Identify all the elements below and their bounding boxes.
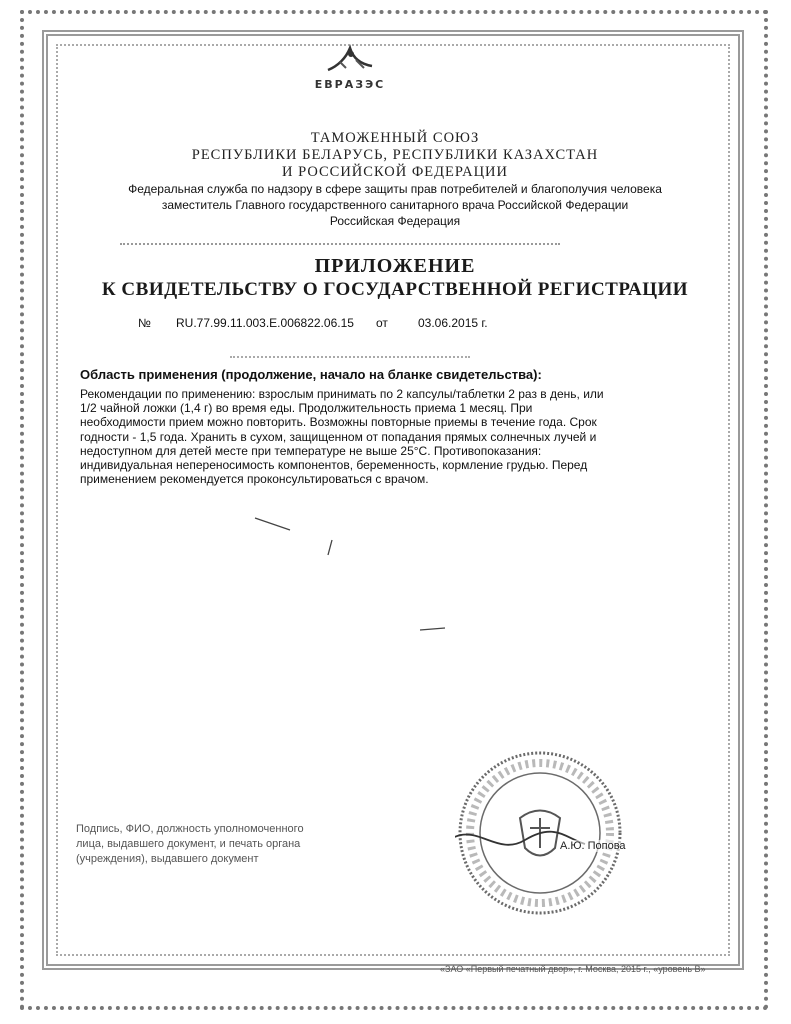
agency-line: Федеральная служба по надзору в сфере защиты прав потребителей и благополучия человека — [128, 182, 662, 196]
signatory-name: А.Ю. Попова — [560, 840, 626, 852]
logo — [300, 40, 400, 100]
document-header — [70, 130, 720, 229]
union-line: И РОССИЙСКОЙ ФЕДЕРАЦИИ — [282, 164, 508, 180]
union-line: РЕСПУБЛИКИ БЕЛАРУСЬ, РЕСПУБЛИКИ КАЗАХСТАН — [191, 147, 599, 163]
caption-line: Подпись, ФИО, должность уполномоченного — [76, 823, 304, 835]
caption-line: лица, выдавшего документ, и печать органа — [76, 838, 301, 850]
title-line: ПРИЛОЖЕНИЕ — [314, 255, 476, 277]
signature-caption — [76, 822, 396, 867]
page-title — [60, 254, 730, 302]
logo-label: ЕВРАЗЭС — [314, 78, 386, 91]
title-line: К СВИДЕТЕЛЬСТВУ О ГОСУДАРСТВЕННОЙ РЕГИСТРАЦИИ — [101, 279, 689, 300]
faint-divider — [120, 240, 560, 245]
registration-date: 03.06.2015 г. — [418, 316, 488, 330]
number-label: № — [138, 316, 151, 330]
agency-line: заместитель Главного государственного санитарного врача Российской Федерации — [161, 198, 629, 212]
handwritten-marks — [250, 510, 450, 640]
print-footer: «ЗАО «Первый печатный двор», г. Москва, 2015 г., «уровень В» — [440, 964, 706, 974]
registration-number: RU.77.99.11.003.Е.006822.06.15 — [176, 316, 354, 330]
date-label: от — [376, 316, 388, 330]
eurasec-emblem-icon — [320, 40, 380, 80]
faint-divider — [230, 356, 470, 358]
caption-line: (учреждения), выдавшего документ — [76, 853, 259, 865]
section-text: Рекомендации по применению: взрослым принимать по 2 капсулы/таблетки 2 раз в день, или 1/2 чайной ложки (1,4 г) во время еды. Продолжительность приема 1 месяц. При необходимости прием можно повторить. Возможны повторные приемы в течение года. Срок годности - 1,5 года. Хранить в сухом, защищенном от попадания прямых солнечных лучей и недоступном для детей месте при температуре не выше 25°С. Противопоказания: индивидуальная непереносимость компонентов, беременность, кормление грудью. Перед применением рекомендуется проконсультироваться с врачом. — [80, 387, 604, 487]
agency-line: Российская Федерация — [329, 214, 461, 228]
official-stamp — [455, 748, 625, 918]
union-line: ТАМОЖЕННЫЙ СОЮЗ — [310, 130, 480, 146]
application-section — [80, 366, 620, 486]
section-title: Область применения (продолжение, начало на бланке свидетельства): — [80, 367, 542, 382]
